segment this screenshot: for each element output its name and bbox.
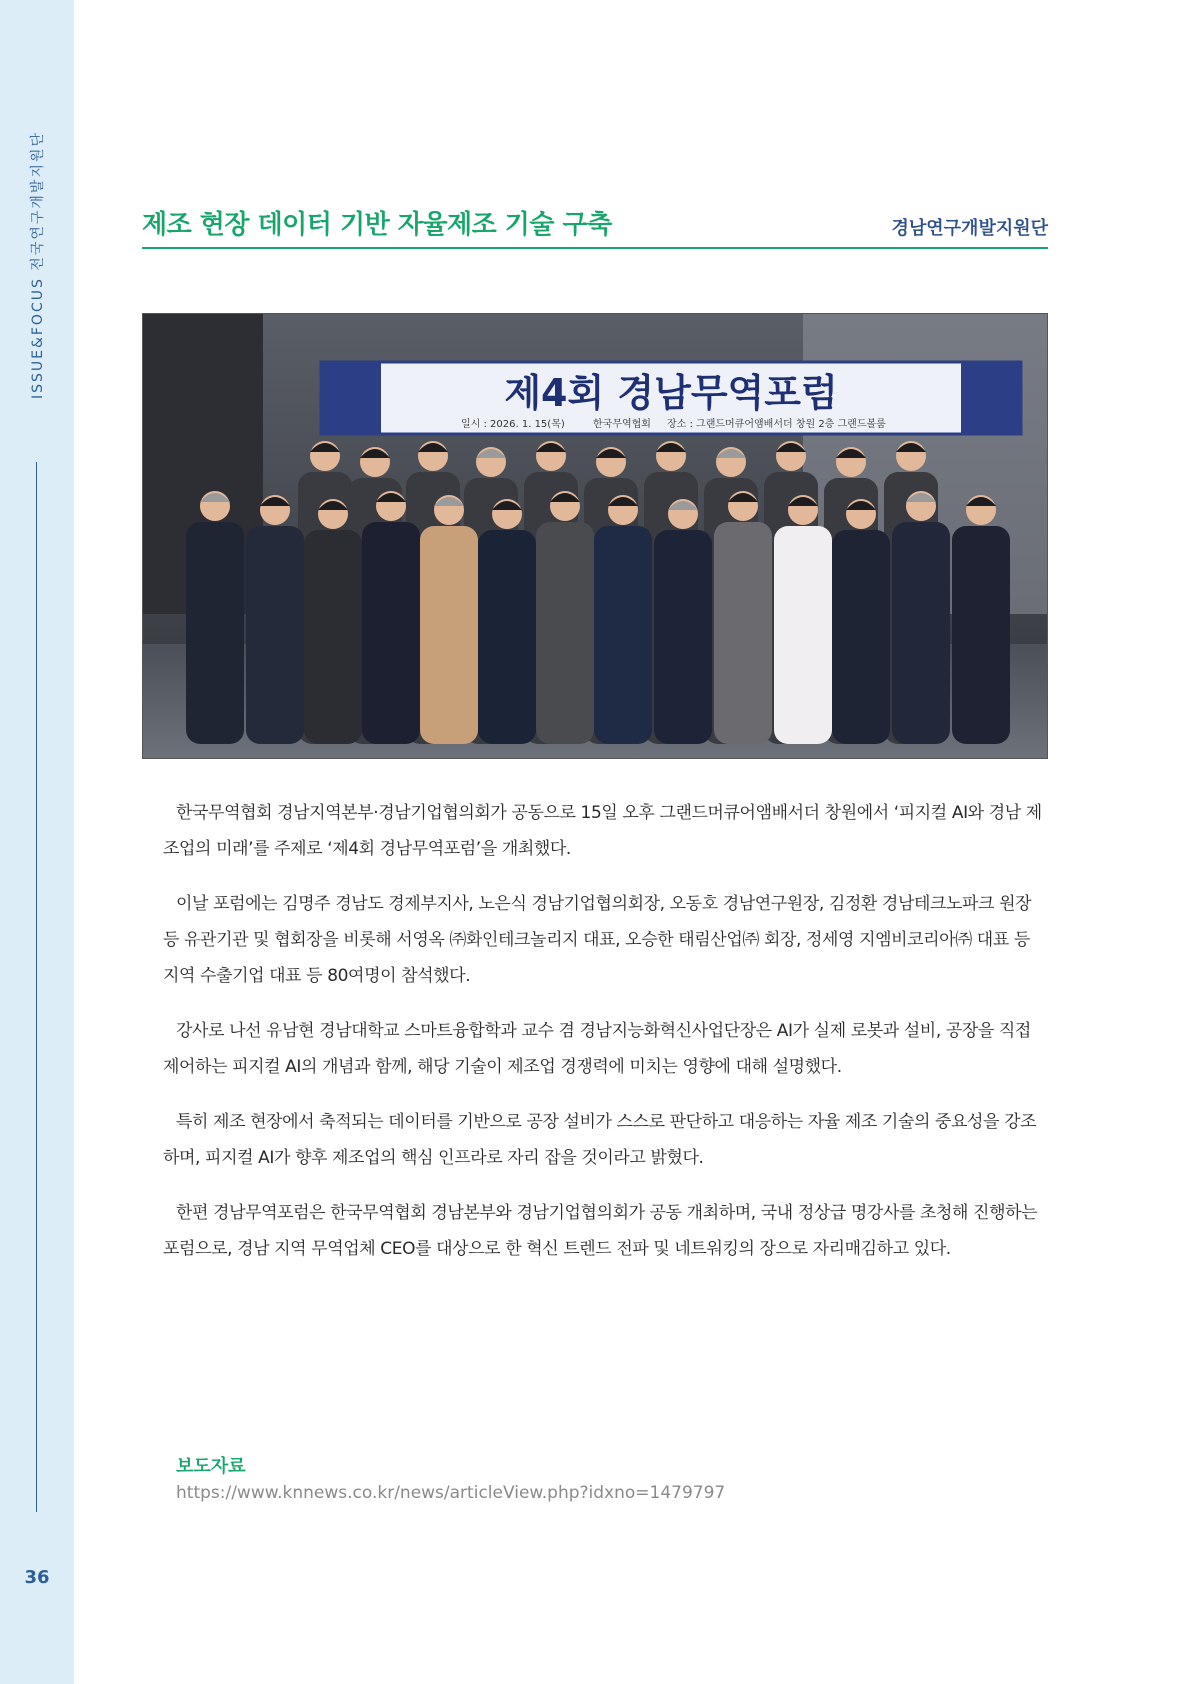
photo-attendee — [654, 499, 712, 744]
attendee-body — [832, 530, 890, 744]
body-paragraph-5: 한편 경남무역포럼은 한국무역협회 경남본부와 경남기업협의회가 공동 개최하며, 국내 정상급 명강사를 초청해 진행하는 포럼으로, 경남 지역 무역업체 CEO를 대상으로 한 혁신 트렌드 전파 및 네트워킹의 장으로 자리매김하고 있다. — [163, 1203, 1038, 1259]
photo-attendee — [594, 495, 652, 744]
title-divider — [142, 247, 1048, 249]
organization-name: 경남연구개발지원단 — [891, 218, 1048, 239]
photo-attendee — [304, 499, 362, 744]
photo-attendee — [478, 499, 536, 744]
photo-banner-title: 제4회 경남무역포럼 — [504, 371, 838, 415]
sidebar-rule — [36, 462, 37, 1512]
photo-attendee — [246, 495, 304, 744]
attendee-body — [246, 526, 304, 744]
attendee-body — [594, 526, 652, 744]
forum-group-photo — [142, 313, 1048, 759]
attendee-body — [714, 522, 772, 744]
photo-banner-right — [961, 362, 1021, 434]
photo-attendee — [420, 495, 478, 744]
attendee-body — [892, 522, 950, 744]
attendee-body — [774, 526, 832, 744]
photo-banner-host: 한국무역협회 — [593, 419, 651, 430]
attendee-body — [536, 522, 594, 744]
body-paragraph-2: 이날 포럼에는 김명주 경남도 경제부지사, 노은식 경남기업협의회장, 오동호 경남연구원장, 김정환 경남테크노파크 원장 등 유관기관 및 협회장을 비롯해 서영옥 ㈜화인테크놀리지 대표, 오승한 태림산업㈜ 회장, 정세영 지엠비코리아㈜ 대표 등 지역 수출기업 대표 등 80여명이 참석했다. — [163, 894, 1032, 986]
photo-banner-left — [321, 362, 381, 434]
photo-banner-date: 일시 : 2026. 1. 15(목) — [461, 419, 565, 430]
body-paragraph-4: 특히 제조 현장에서 축적되는 데이터를 기반으로 공장 설비가 스스로 판단하고 대응하는 자율 제조 기술의 중요성을 강조하며, 피지컬 AI가 향후 제조업의 핵심 인프라로 자리 잡을 것이라고 밝혔다. — [163, 1112, 1037, 1168]
attendee-body — [952, 526, 1010, 744]
photo-illustration — [143, 314, 1048, 759]
photo-attendee — [714, 491, 772, 744]
page-number: 36 — [24, 1567, 50, 1588]
attendee-body — [420, 526, 478, 744]
attendee-body — [654, 530, 712, 744]
attendee-body — [362, 522, 420, 744]
attendee-body — [304, 530, 362, 744]
photo-attendees — [186, 441, 1010, 744]
photo-attendee — [186, 491, 244, 744]
body-paragraph-3: 강사로 나선 유남현 경남대학교 스마트융합학과 교수 겸 경남지능화혁신사업단장은 AI가 실제 로봇과 설비, 공장을 직접 제어하는 피지컬 AI의 개념과 함께, 해당 기술이 제조업 경쟁력에 미치는 영향에 대해 설명했다. — [163, 1021, 1031, 1077]
sidebar-label: ISSUE&FOCUS 전국연구개발지원단 — [30, 130, 46, 400]
photo-attendee — [362, 491, 420, 744]
photo-attendee — [774, 495, 832, 744]
photo-attendee — [892, 491, 950, 744]
photo-banner-place: 장소 : 그랜드머큐어앰배서더 창원 2층 그랜드볼룸 — [667, 419, 886, 430]
photo-attendee — [832, 499, 890, 744]
body-paragraph-1: 한국무역협회 경남지역본부·경남기업협의회가 공동으로 15일 오후 그랜드머큐어앰배서더 창원에서 ‘피지컬 AI와 경남 제조업의 미래’를 주제로 ‘제4회 경남무역포럼’을 개최했다. — [163, 803, 1042, 859]
article-title: 제조 현장 데이터 기반 자율제조 기술 구축 — [142, 210, 612, 240]
source-link[interactable]: https://www.knnews.co.kr/news/articleView.php?idxno=1479797 — [176, 1483, 726, 1503]
photo-attendee — [952, 495, 1010, 744]
sidebar — [0, 0, 74, 1684]
photo-attendee — [536, 491, 594, 744]
attendee-body — [186, 522, 244, 744]
attendee-body — [478, 530, 536, 744]
article-body — [163, 795, 1048, 1286]
source-title: 보도자료 — [176, 1456, 246, 1477]
